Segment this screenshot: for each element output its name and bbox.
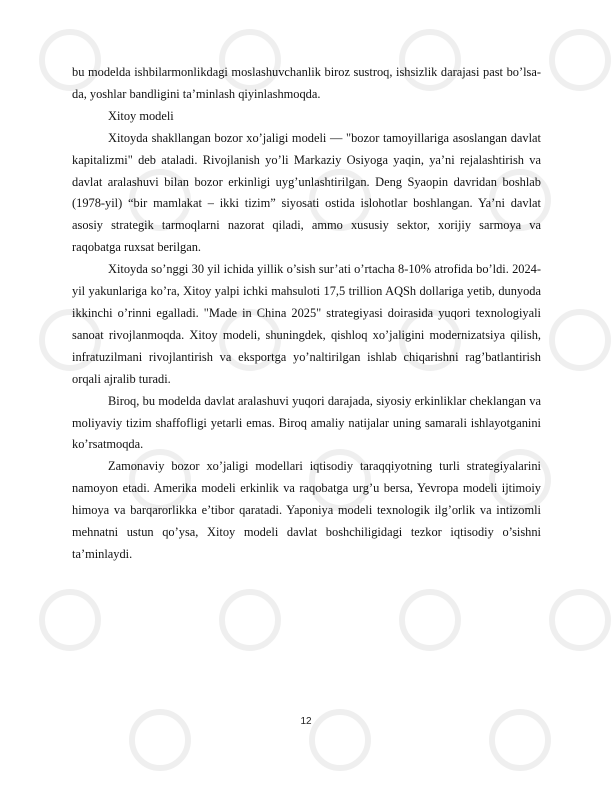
paragraph-china-growth: Xitoyda so’nggi 30 yil ichida yillik o’sish sur’ati o’rtacha 8-10% atrofida bo’ldi. 2024-yil yakunlariga ko’ra, Xitoy yalpi ichki mahsuloti 17,5 trillion AQSh dollariga yetib, dunyoda ikkinchi o’rinni egalladi. "Made in China 2025" strategiyasi doirasida yuqori texnologiyali sanoat rivojlanmoqda. Xitoy modeli, shuningdek, qishloq xo’jaligini modernizatsiya qilish, infratuzilmani rivojlantirish va eksportga yo’naltirilgan ishlab chiqarishni rag’batlantirish orqali ajralib turadi. [72,262,541,386]
page-number: 12 [300,716,312,727]
paragraph-china-limitations: Biroq, bu modelda davlat aralashuvi yuqori darajada, siyosiy erkinliklar cheklangan va moliyaviy tizim shaffofligi yetarli emas. Biroq amaliy natijalar uning samarali ishlayotganini ko’rsatmoqda. [72,393,541,452]
paragraph-china-model-intro: Xitoyda shakllangan bozor xo’jaligi modeli — "bozor tamoyillariga asoslangan davlat kapitalizmi" deb ataladi. Rivojlanish yo’li Markaziy Osiyoga yaqin, ya’ni rejalashtirish va davlat aralashuvi bilan bozor erkinligi uyg’unlashtirilgan. Deng Syaopin davridan boshlab (1978-yil) “bir mamlakat – ikki tizim” siyosati ostida islohotlar boshlangan. Ya’ni davlat asosiy strategik tarmoqlarni nazorat qiladi, ammo xususiy sektor, xorijiy sarmoya va raqobatga ruxsat berilgan. [72,130,541,255]
document-body [72,62,541,566]
section-heading-china-model: Xitoy modeli [108,108,174,123]
paragraph-continuation: bu modelda ishbilarmonlikdagi moslashuvchanlik biroz sustroq, ishsizlik darajasi past bo’lsa-da, yoshlar bandligini ta’minlash qiyinlashmoqda. [72,65,541,101]
paragraph-models-summary: Zamonaviy bozor xo’jaligi modellari iqtisodiy taraqqiyotning turli strategiyalarini namoyon etadi. Amerika modeli erkinlik va raqobatga urg’u bersa, Yevropa modeli ijtimoiy himoya va barqarorlikka e’tibor qaratadi. Yaponiya modeli texnologik ilg’orlik va intizomli mehnatni ustun qo’ysa, Xitoy modeli davlat boshchiligidagi tezkor iqtisodiy o’sishni ta’minlaydi. [72,459,541,561]
